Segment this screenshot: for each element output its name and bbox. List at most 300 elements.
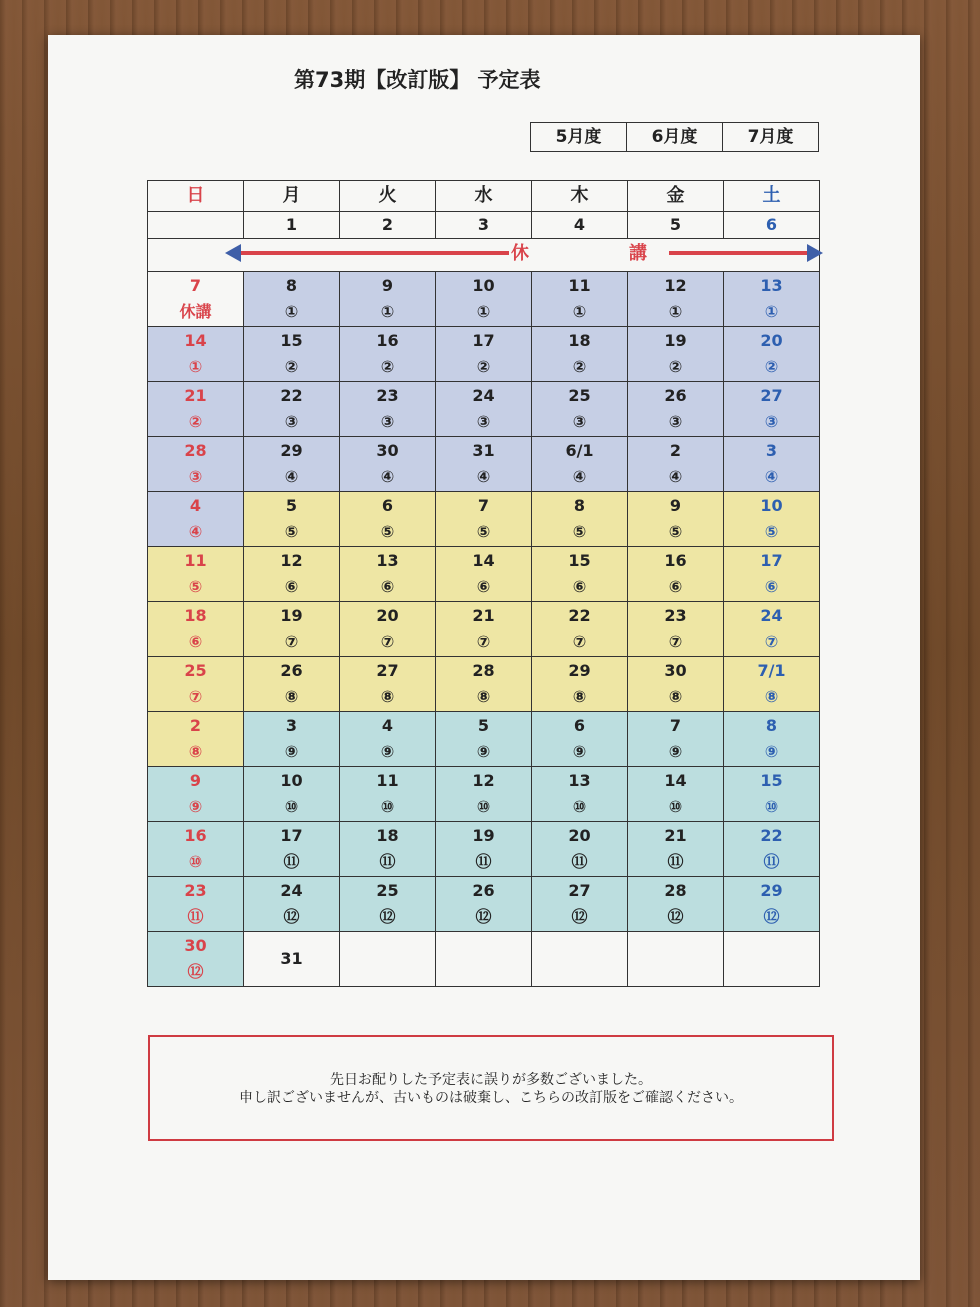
day-number: 16: [376, 331, 399, 350]
day-cell: [436, 437, 532, 492]
lesson-number: ②: [572, 357, 587, 376]
weekday-thu: 木: [532, 181, 628, 212]
lesson-number: ⑥: [380, 577, 395, 596]
date-cell: 4: [532, 212, 628, 239]
lesson-number: 休講: [179, 302, 212, 321]
day-number: 25: [184, 661, 207, 680]
date-cell: 6: [724, 212, 820, 239]
day-number: 24: [280, 881, 303, 900]
date-cell: 3: [436, 212, 532, 239]
day-cell: [340, 767, 436, 822]
day-cell: [244, 767, 340, 822]
day-number: 23: [184, 881, 207, 900]
day-cell: [148, 602, 244, 657]
day-number: 29: [568, 661, 591, 680]
day-cell: [244, 657, 340, 712]
day-cell: [244, 547, 340, 602]
lesson-number: ①: [188, 357, 203, 376]
day-number: 19: [280, 606, 303, 625]
day-number: 19: [664, 331, 687, 350]
lesson-number: ⑪: [763, 852, 780, 871]
day-cell: [724, 437, 820, 492]
day-number: 31: [472, 441, 495, 460]
lesson-number: ⑨: [668, 742, 683, 761]
day-number: 13: [568, 771, 591, 790]
lesson-number: ④: [188, 522, 203, 541]
day-number: 23: [376, 386, 399, 405]
day-number: 3: [285, 716, 298, 735]
lesson-number: ②: [188, 412, 203, 431]
page-title: 第73期【改訂版】 予定表: [294, 68, 541, 92]
day-cell: [148, 382, 244, 437]
month-legend: [530, 122, 819, 152]
day-number: 6: [381, 496, 394, 515]
day-number: 13: [760, 276, 783, 295]
day-cell: [340, 877, 436, 932]
day-cell: [724, 657, 820, 712]
day-number: 22: [760, 826, 783, 845]
lesson-number: ⑫: [187, 962, 204, 981]
day-cell: [628, 272, 724, 327]
day-number: 15: [568, 551, 591, 570]
lesson-number: ⑤: [188, 577, 203, 596]
lesson-number: ④: [476, 467, 491, 486]
day-cell: [532, 492, 628, 547]
lesson-number: ⑩: [572, 797, 587, 816]
day-cell: [148, 932, 244, 987]
day-number: 29: [760, 881, 783, 900]
day-cell: [628, 547, 724, 602]
day-cell: [724, 547, 820, 602]
day-cell: [724, 602, 820, 657]
lesson-number: ③: [668, 412, 683, 431]
day-number: 24: [760, 606, 783, 625]
day-number: 10: [760, 496, 783, 515]
lesson-number: ①: [572, 302, 587, 321]
day-number: 7: [189, 276, 202, 295]
day-cell: [628, 492, 724, 547]
day-cell: [436, 272, 532, 327]
day-number: 14: [664, 771, 687, 790]
day-cell: [724, 382, 820, 437]
day-cell: [148, 437, 244, 492]
day-number: 27: [376, 661, 399, 680]
lesson-number: ⑦: [764, 632, 779, 651]
day-number: 10: [280, 771, 303, 790]
day-number: 18: [376, 826, 399, 845]
date-cell: 5: [628, 212, 724, 239]
day-number: 4: [381, 716, 394, 735]
day-cell: [340, 712, 436, 767]
day-cell: [724, 767, 820, 822]
day-cell: [436, 327, 532, 382]
day-number: 6: [573, 716, 586, 735]
correction-notice: [148, 1035, 834, 1141]
day-number: 24: [472, 386, 495, 405]
day-number: 16: [664, 551, 687, 570]
day-number: 26: [664, 386, 687, 405]
day-cell: [148, 327, 244, 382]
day-cell: [244, 877, 340, 932]
lesson-number: ⑫: [571, 907, 588, 926]
day-cell: [436, 712, 532, 767]
lesson-number: ⑨: [380, 742, 395, 761]
lesson-number: ②: [284, 357, 299, 376]
day-number: 22: [280, 386, 303, 405]
day-cell: [628, 437, 724, 492]
day-number: 5: [477, 716, 490, 735]
day-number: 15: [280, 331, 303, 350]
day-cell: [628, 822, 724, 877]
lesson-number: ⑧: [188, 742, 203, 761]
weekday-sun: 日: [148, 181, 244, 212]
lesson-number: ⑨: [572, 742, 587, 761]
day-cell: [532, 822, 628, 877]
day-number: 2: [669, 441, 682, 460]
week-row: [148, 327, 820, 382]
lesson-number: ⑫: [475, 907, 492, 926]
day-number: 11: [376, 771, 399, 790]
week-row: [148, 272, 820, 327]
day-cell: [724, 712, 820, 767]
day-number: 17: [760, 551, 783, 570]
week-row: [148, 822, 820, 877]
day-number: 14: [472, 551, 495, 570]
day-cell: [532, 657, 628, 712]
lesson-number: ①: [476, 302, 491, 321]
lesson-number: ⑦: [668, 632, 683, 651]
lesson-number: ③: [380, 412, 395, 431]
lesson-number: ⑩: [668, 797, 683, 816]
day-cell: [628, 712, 724, 767]
notice-line-1: 先日お配りした予定表に誤りが多数ございました。: [330, 1072, 652, 1088]
lesson-number: ⑧: [476, 687, 491, 706]
lesson-number: ⑩: [380, 797, 395, 816]
first-week-dates: [148, 212, 820, 239]
lesson-number: ⑪: [283, 852, 300, 871]
day-number: 13: [376, 551, 399, 570]
lesson-number: ③: [188, 467, 203, 486]
day-number: 27: [760, 386, 783, 405]
day-cell: [340, 272, 436, 327]
right-arrow-icon: [669, 251, 809, 255]
lesson-number: ⑨: [476, 742, 491, 761]
day-cell: [724, 272, 820, 327]
lesson-number: ⑫: [379, 907, 396, 926]
day-cell: [532, 382, 628, 437]
lesson-number: ⑨: [764, 742, 779, 761]
week-row: [148, 492, 820, 547]
day-number: 21: [184, 386, 207, 405]
lesson-number: ⑤: [764, 522, 779, 541]
day-cell: [628, 932, 724, 987]
lesson-number: ⑩: [284, 797, 299, 816]
day-cell: [532, 327, 628, 382]
lesson-number: ①: [668, 302, 683, 321]
day-number: 29: [280, 441, 303, 460]
day-number: 31: [280, 949, 303, 968]
lesson-number: ⑪: [187, 907, 204, 926]
lesson-number: ⑥: [572, 577, 587, 596]
day-number: 8: [765, 716, 778, 735]
lesson-number: ①: [380, 302, 395, 321]
lesson-number: ⑧: [284, 687, 299, 706]
day-cell: [340, 547, 436, 602]
lesson-number: ④: [284, 467, 299, 486]
day-number: 3: [765, 441, 778, 460]
lesson-number: ⑥: [476, 577, 491, 596]
day-number: 28: [664, 881, 687, 900]
day-number: 16: [184, 826, 207, 845]
legend-may: 5月度: [531, 123, 627, 151]
lesson-number: ⑫: [667, 907, 684, 926]
day-number: 7: [477, 496, 490, 515]
day-number: 26: [280, 661, 303, 680]
day-number: 9: [381, 276, 394, 295]
date-cell: 1: [244, 212, 340, 239]
day-number: 4: [189, 496, 202, 515]
lesson-number: ⑫: [283, 907, 300, 926]
day-cell: [628, 327, 724, 382]
day-cell: [340, 327, 436, 382]
day-cell: [244, 492, 340, 547]
day-number: 8: [285, 276, 298, 295]
day-number: 17: [280, 826, 303, 845]
day-cell: [532, 437, 628, 492]
lesson-number: ⑤: [572, 522, 587, 541]
notice-line-2: 申し訳ございませんが、古いものは破棄し、こちらの改訂版をご確認ください。: [239, 1090, 743, 1106]
day-cell: [628, 877, 724, 932]
week-row: [148, 657, 820, 712]
lesson-number: ⑤: [476, 522, 491, 541]
day-cell: [244, 437, 340, 492]
day-number: 28: [184, 441, 207, 460]
week-row: [148, 877, 820, 932]
day-cell: [532, 932, 628, 987]
lesson-number: ⑤: [380, 522, 395, 541]
lesson-number: ④: [764, 467, 779, 486]
day-cell: [436, 767, 532, 822]
day-cell: [340, 822, 436, 877]
day-cell: [724, 932, 820, 987]
day-number: 18: [184, 606, 207, 625]
day-cell: [148, 657, 244, 712]
lesson-number: ⑧: [572, 687, 587, 706]
lesson-number: ⑦: [380, 632, 395, 651]
lesson-number: ②: [476, 357, 491, 376]
day-cell: [340, 932, 436, 987]
day-number: 5: [285, 496, 298, 515]
day-number: 6/1: [565, 441, 594, 460]
weekday-mon: 月: [244, 181, 340, 212]
week-row: [148, 437, 820, 492]
week-row: [148, 932, 820, 987]
day-cell: [436, 492, 532, 547]
day-cell: [724, 327, 820, 382]
day-number: 2: [189, 716, 202, 735]
day-cell: [244, 602, 340, 657]
day-number: 7/1: [757, 661, 786, 680]
day-number: 19: [472, 826, 495, 845]
day-cell: [244, 382, 340, 437]
lesson-number: ⑩: [764, 797, 779, 816]
day-cell: [244, 327, 340, 382]
day-number: 30: [664, 661, 687, 680]
day-number: 9: [669, 496, 682, 515]
day-cell: [532, 547, 628, 602]
day-number: 20: [376, 606, 399, 625]
day-cell: [340, 437, 436, 492]
day-cell: [724, 877, 820, 932]
day-cell: [148, 767, 244, 822]
lesson-number: ⑥: [284, 577, 299, 596]
weekday-header-row: [148, 181, 820, 212]
day-number: 18: [568, 331, 591, 350]
legend-july: 7月度: [747, 127, 794, 147]
day-number: 27: [568, 881, 591, 900]
day-number: 28: [472, 661, 495, 680]
day-number: 8: [573, 496, 586, 515]
day-cell: [148, 492, 244, 547]
day-number: 21: [472, 606, 495, 625]
day-cell: [436, 822, 532, 877]
day-number: 12: [664, 276, 687, 295]
day-number: 22: [568, 606, 591, 625]
day-cell: [148, 712, 244, 767]
lesson-number: ③: [476, 412, 491, 431]
lesson-number: ⑩: [476, 797, 491, 816]
day-cell: [340, 657, 436, 712]
day-number: 11: [184, 551, 207, 570]
day-number: 25: [568, 386, 591, 405]
day-cell: [628, 382, 724, 437]
day-cell: [244, 712, 340, 767]
lesson-number: ⑨: [188, 797, 203, 816]
lesson-number: ⑧: [764, 687, 779, 706]
lesson-number: ②: [764, 357, 779, 376]
day-cell: [628, 657, 724, 712]
lesson-number: ⑪: [667, 852, 684, 871]
day-number: 30: [184, 936, 207, 955]
day-cell: [436, 382, 532, 437]
day-number: 26: [472, 881, 495, 900]
day-number: 11: [568, 276, 591, 295]
lesson-number: ④: [380, 467, 395, 486]
day-number: 14: [184, 331, 207, 350]
day-number: 9: [189, 771, 202, 790]
lesson-number: ⑦: [476, 632, 491, 651]
day-cell: [532, 877, 628, 932]
day-cell: [244, 932, 340, 987]
weekday-wed: 水: [436, 181, 532, 212]
day-number: 20: [760, 331, 783, 350]
day-number: 30: [376, 441, 399, 460]
day-number: 12: [280, 551, 303, 570]
closed-banner: [147, 236, 823, 270]
weekday-fri: 金: [628, 181, 724, 212]
lesson-number: ②: [668, 357, 683, 376]
lesson-number: ⑩: [188, 852, 203, 871]
day-number: 15: [760, 771, 783, 790]
week-row: [148, 547, 820, 602]
day-cell: [148, 272, 244, 327]
day-cell: [148, 547, 244, 602]
day-number: 20: [568, 826, 591, 845]
left-arrow-icon: [239, 251, 509, 255]
closed-label-right: 講: [629, 243, 647, 264]
lesson-number: ③: [764, 412, 779, 431]
week-row: [148, 767, 820, 822]
lesson-number: ⑦: [572, 632, 587, 651]
day-number: 17: [472, 331, 495, 350]
lesson-number: ②: [380, 357, 395, 376]
day-number: 12: [472, 771, 495, 790]
week-row: [148, 712, 820, 767]
day-cell: [724, 822, 820, 877]
lesson-number: ⑥: [668, 577, 683, 596]
lesson-number: ⑪: [379, 852, 396, 871]
weekday-tue: 火: [340, 181, 436, 212]
day-number: 23: [664, 606, 687, 625]
day-cell: [532, 602, 628, 657]
date-cell: [148, 212, 244, 239]
day-cell: [532, 272, 628, 327]
lesson-number: ④: [668, 467, 683, 486]
day-cell: [628, 602, 724, 657]
day-cell: [436, 602, 532, 657]
day-number: 7: [669, 716, 682, 735]
day-cell: [436, 932, 532, 987]
date-cell: 2: [340, 212, 436, 239]
lesson-number: ⑪: [571, 852, 588, 871]
lesson-number: ⑤: [284, 522, 299, 541]
lesson-number: ⑦: [284, 632, 299, 651]
day-cell: [532, 767, 628, 822]
schedule-calendar: [147, 180, 820, 987]
day-cell: [340, 602, 436, 657]
day-cell: [148, 822, 244, 877]
lesson-number: ⑪: [475, 852, 492, 871]
lesson-number: ⑨: [284, 742, 299, 761]
lesson-number: ⑧: [380, 687, 395, 706]
day-number: 10: [472, 276, 495, 295]
lesson-number: ①: [764, 302, 779, 321]
day-cell: [628, 767, 724, 822]
weekday-sat: 土: [724, 181, 820, 212]
lesson-number: ⑧: [668, 687, 683, 706]
lesson-number: ⑫: [763, 907, 780, 926]
day-number: 21: [664, 826, 687, 845]
lesson-number: ⑦: [188, 687, 203, 706]
day-cell: [244, 272, 340, 327]
closed-label-left: 休: [511, 243, 529, 264]
day-cell: [436, 877, 532, 932]
day-cell: [340, 492, 436, 547]
legend-june: 6月度: [627, 123, 723, 151]
day-cell: [724, 492, 820, 547]
day-cell: [340, 382, 436, 437]
day-cell: [436, 657, 532, 712]
day-number: 25: [376, 881, 399, 900]
day-cell: [436, 547, 532, 602]
lesson-number: ③: [284, 412, 299, 431]
lesson-number: ⑥: [764, 577, 779, 596]
week-row: [148, 602, 820, 657]
lesson-number: ⑥: [188, 632, 203, 651]
week-row: [148, 382, 820, 437]
lesson-number: ⑤: [668, 522, 683, 541]
lesson-number: ④: [572, 467, 587, 486]
